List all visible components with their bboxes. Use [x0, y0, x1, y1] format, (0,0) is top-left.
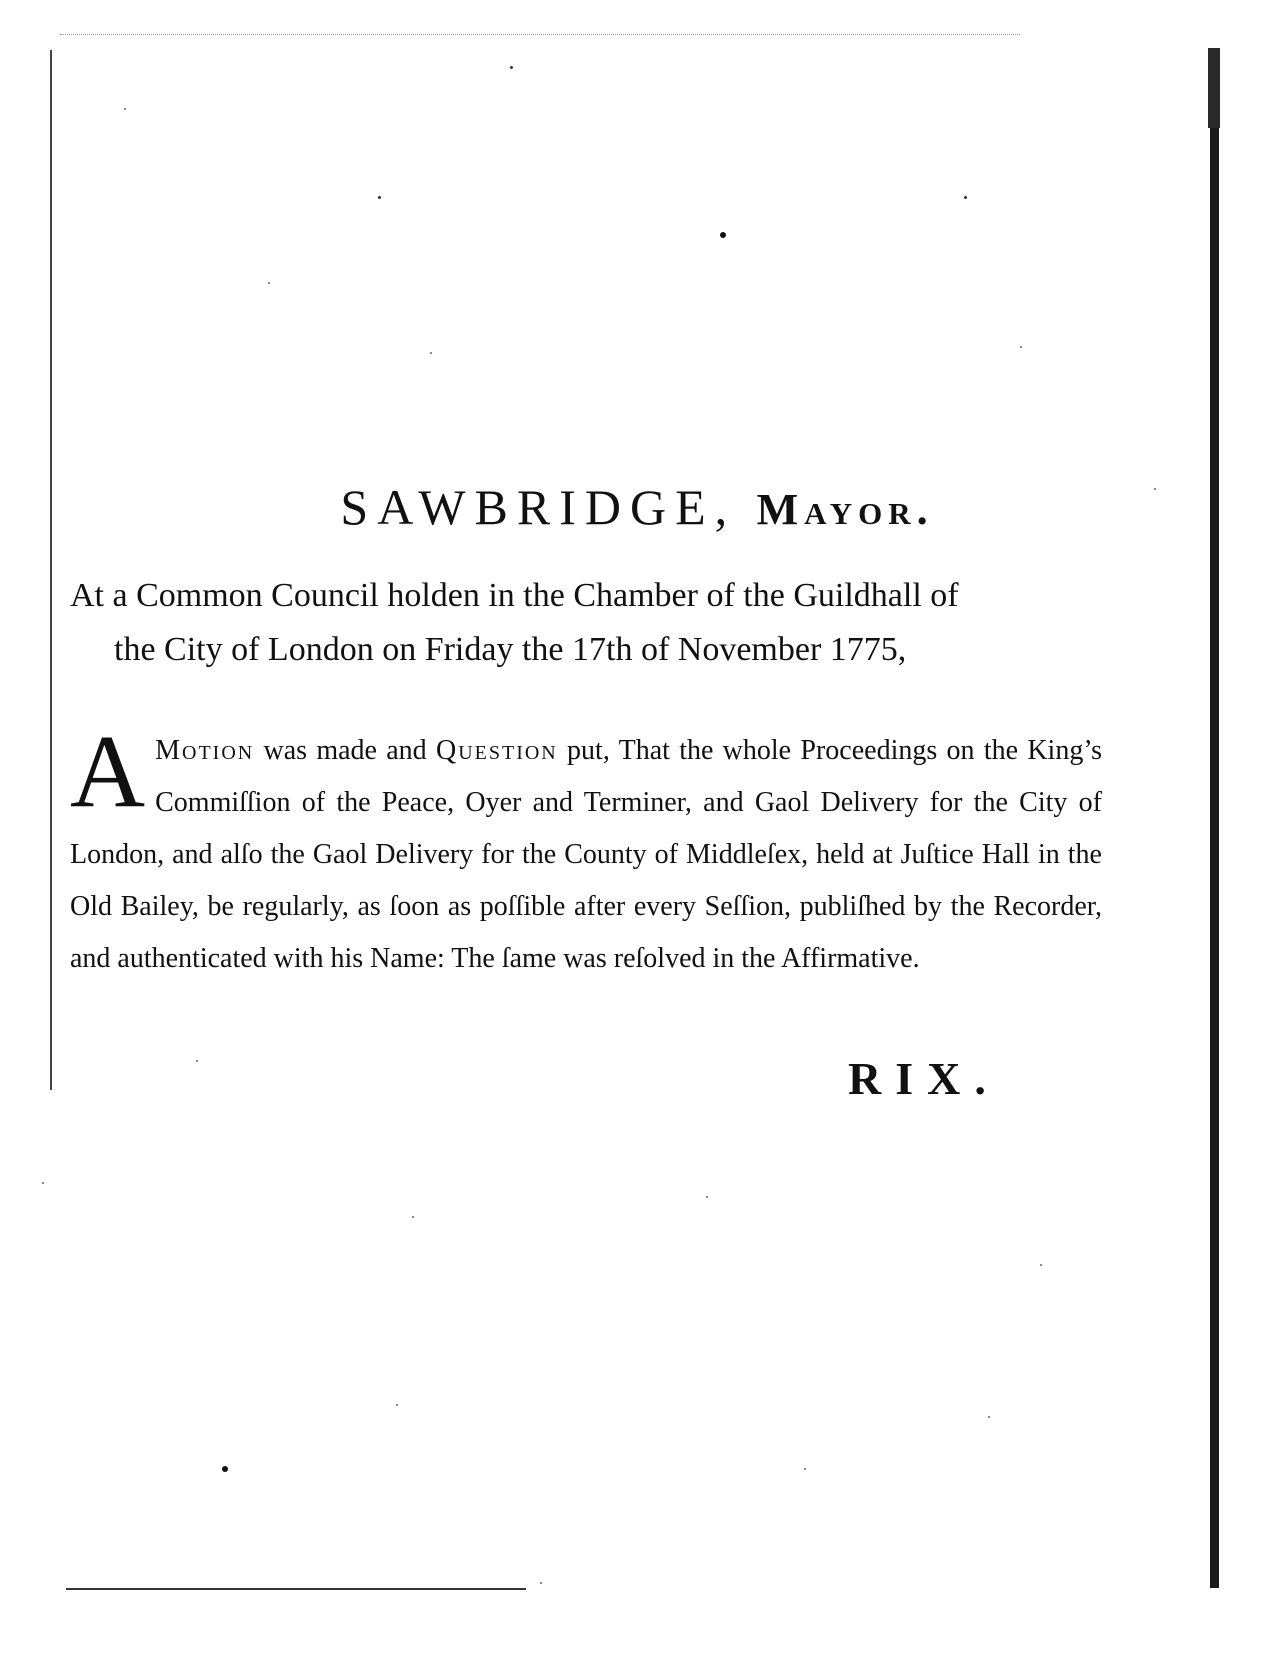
drop-cap: A: [70, 714, 146, 829]
word-question: Question: [435, 735, 558, 766]
page-edge-shadow-right-top: [1208, 48, 1220, 128]
scan-speck: [378, 196, 381, 199]
scan-speck: [1040, 1264, 1042, 1266]
word-motion: Motion: [155, 735, 255, 766]
scan-speck: [706, 1196, 708, 1198]
page-edge-line-left: [50, 50, 52, 1090]
page-edge-shadow-right: [1210, 48, 1219, 1588]
mayor-name: SAWBRIDGE,: [340, 479, 737, 535]
council-subtitle-line-2: the City of London on Friday the 17th of November 1775,: [114, 631, 907, 668]
scan-speck: [804, 1468, 806, 1470]
scan-speck: [222, 1466, 228, 1472]
scan-speck: [124, 108, 126, 110]
resolution-text-part-2: put, That the whole Proceedings on the King’s Commiſſion of the Peace, Oyer and Terminer, and Gaol Delivery for the City of London, and alſo the Gaol Delivery for the County of Middleſex, held at Juſtice Hall in the Old Bailey, be regularly, as ſoon as poſſible after every Seſſion, publiſhed by the Recorder, and authenticated with his Name: The ſame was reſolved in the Affirmative.: [70, 735, 1102, 974]
scan-speck: [396, 1404, 398, 1406]
resolution-text-part-1: was made and: [254, 735, 436, 766]
scan-speck: [430, 352, 432, 354]
council-subtitle-line-1: At a Common Council holden in the Chamber of the Guildhall of: [70, 577, 959, 614]
scan-speck: [720, 232, 726, 238]
scan-speck: [964, 196, 967, 199]
resolution-paragraph: [70, 714, 1102, 985]
scan-speck: [412, 1216, 414, 1218]
scan-speck: [1020, 346, 1022, 348]
scan-speck: [988, 1416, 990, 1418]
scan-speck: [510, 66, 513, 69]
mayor-heading: [0, 478, 1274, 536]
page-edge-line-bottom: [66, 1588, 526, 1590]
scan-speck: [196, 1060, 198, 1062]
scan-speck: [42, 1182, 44, 1184]
signature: RIX.: [848, 1053, 1000, 1104]
scan-speck: [268, 282, 270, 284]
page-edge-line-top: [60, 34, 1020, 36]
mayor-title: Mayor.: [756, 485, 934, 534]
scan-speck: [540, 1582, 542, 1584]
